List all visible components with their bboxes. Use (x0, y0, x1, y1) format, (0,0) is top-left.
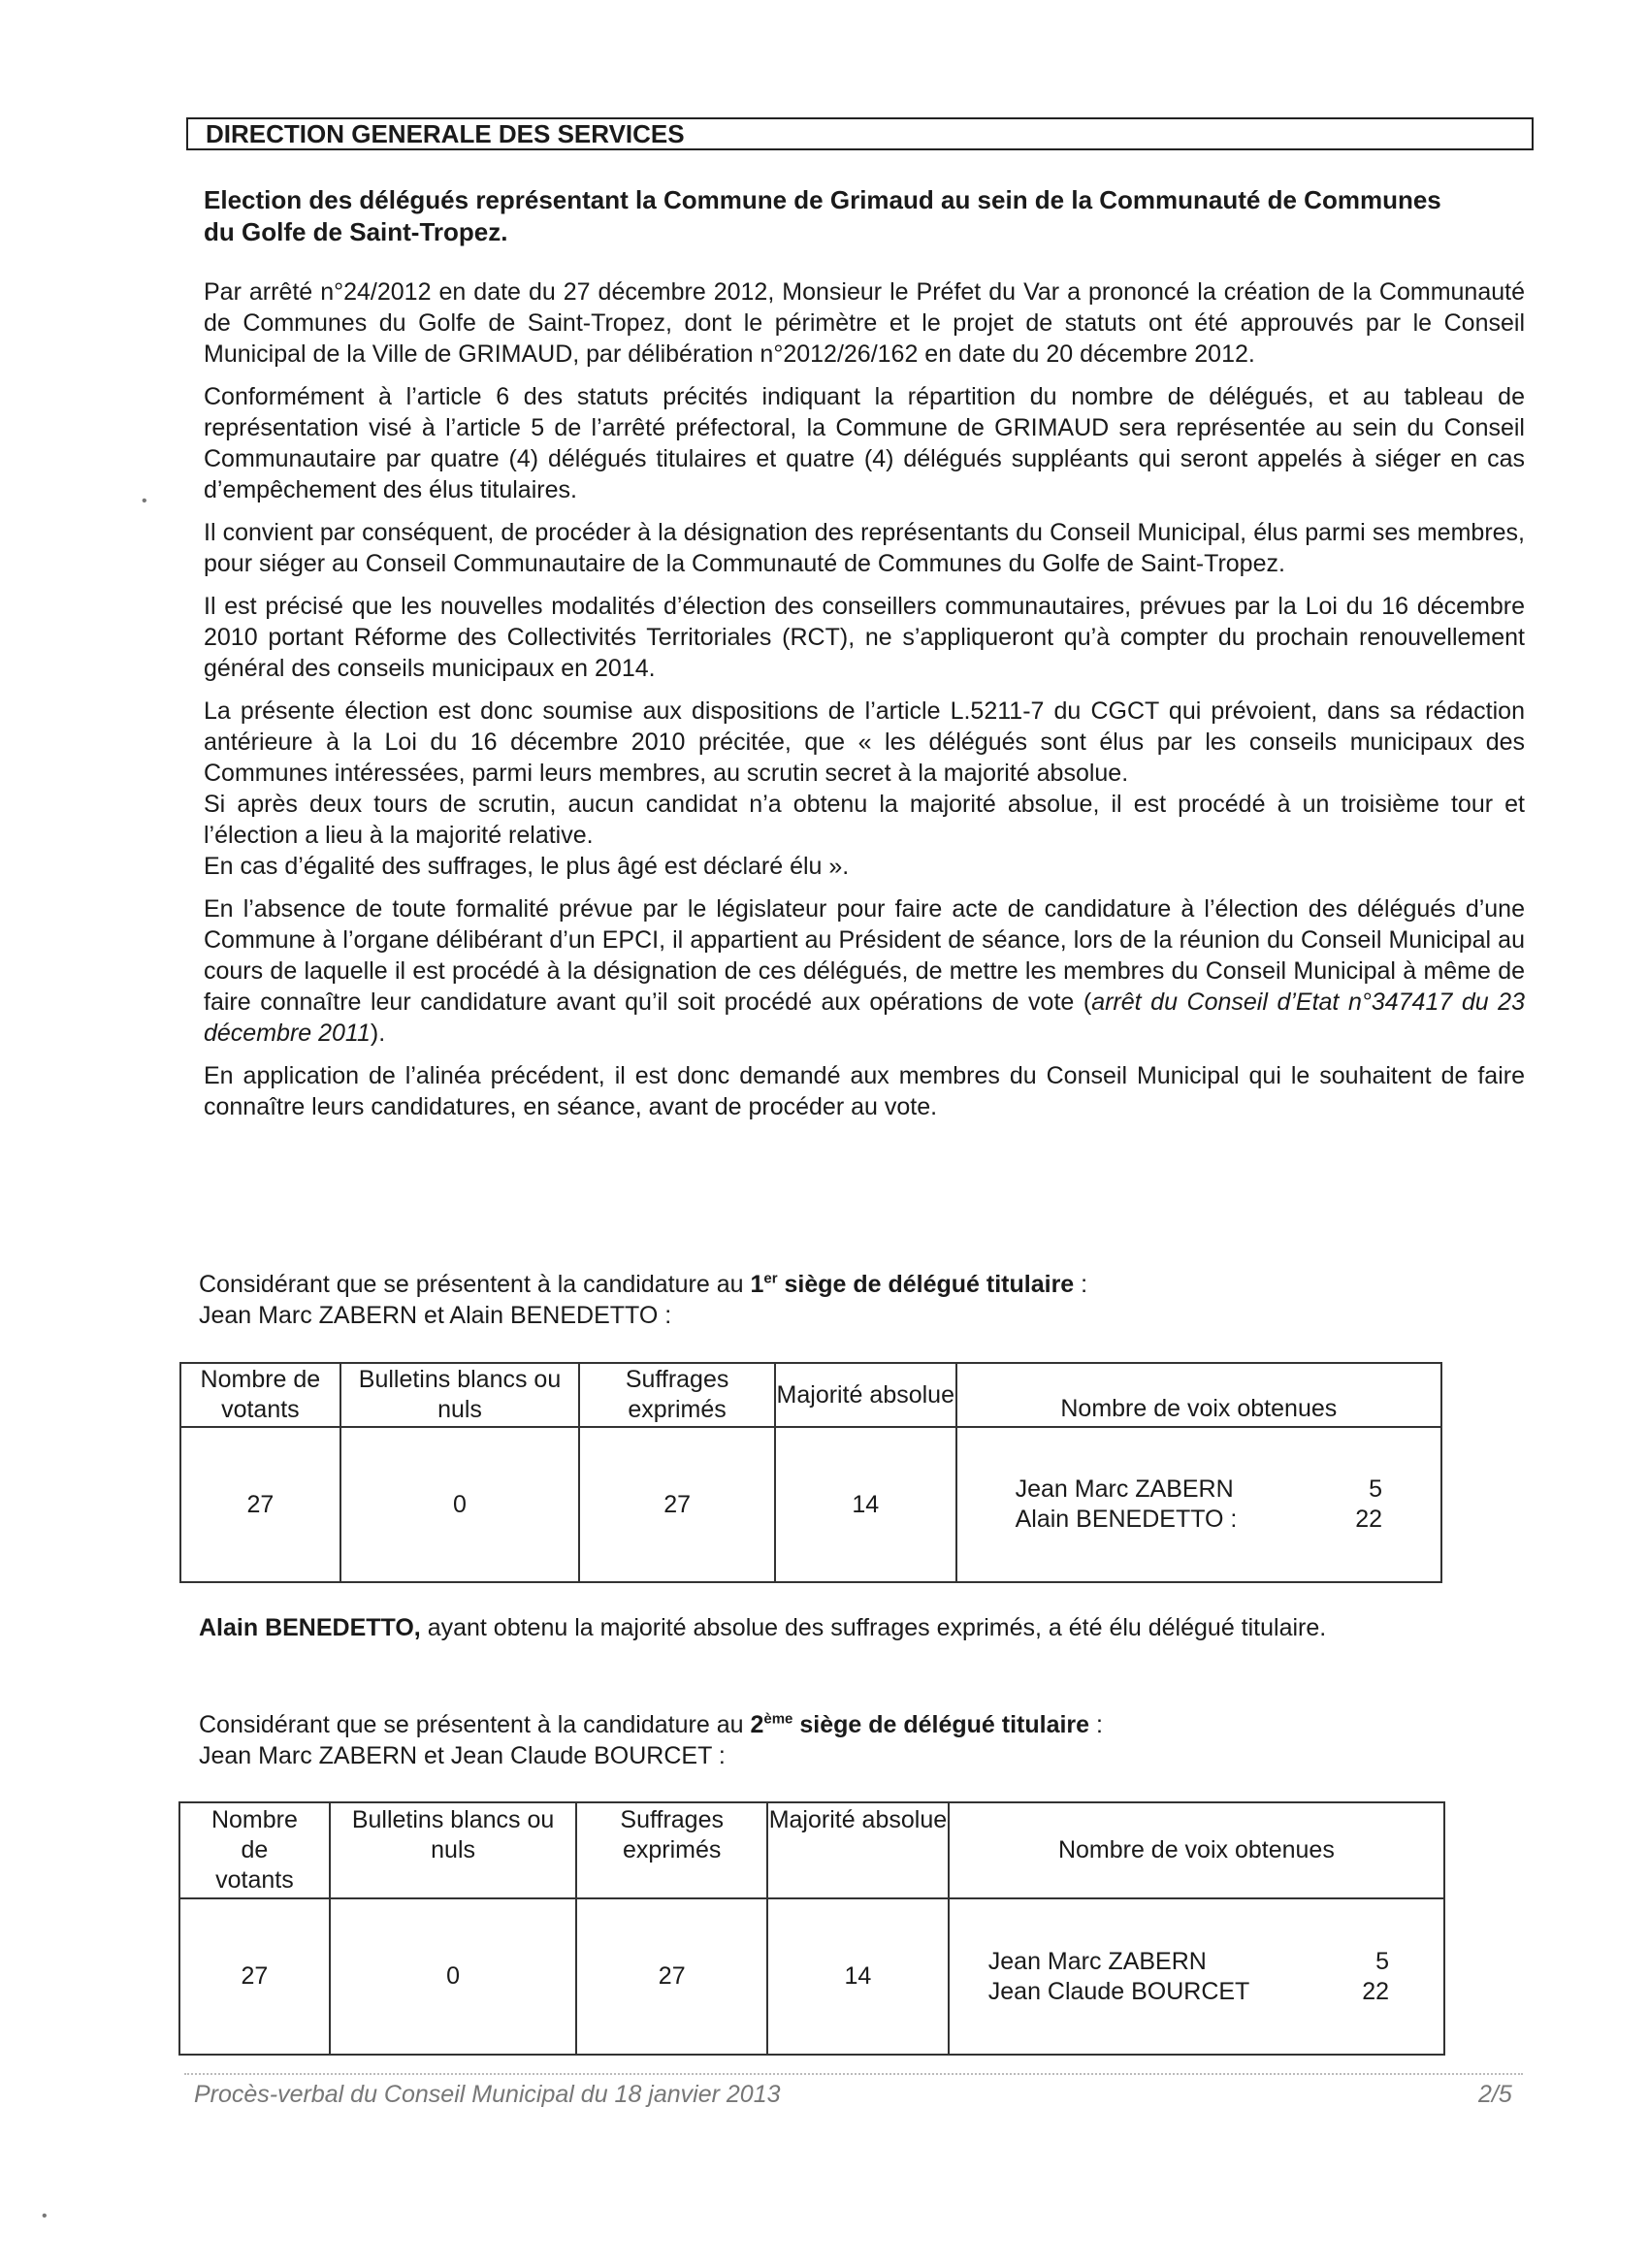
seat2-candidate-name: Jean Marc ZABERN (987, 1947, 1207, 1975)
seat2-header-blancs: Bulletins blancs ou nuls (330, 1802, 577, 1898)
seat2-ordinal-number: 2 (750, 1711, 764, 1738)
footer-title: Procès-verbal du Conseil Municipal du 18 janvier 2013 (194, 2081, 781, 2108)
seat2-intro-text: Considérant que se présentent à la candidature au (199, 1711, 744, 1738)
seat2-header-voix: Nombre de voix obtenues (949, 1802, 1444, 1898)
paragraph-cgct: La présente élection est donc soumise aux dispositions de l’article L.5211-7 du CGCT qui prévoient, dans sa rédaction antérieure à la Loi du 16 décembre 2010 précitée, que « les délégués sont élus par les conseils municipaux des Communes intéressées, parmi leurs membres, au scrutin secret à la majorité absolue. (204, 697, 1525, 787)
seat1-candidate-votes: 22 (1355, 1506, 1382, 1533)
seat2-header-majorite: Majorité absolue (767, 1802, 949, 1898)
scan-speck: • (42, 2208, 48, 2224)
seat2-result-row (950, 1947, 1443, 1977)
paragraph-modalites: Il est précisé que les nouvelles modalités d’élection des conseillers communautaires, prévues par la Loi du 16 décembre 2010 portant Réforme des Collectivités Territoriales (RCT), ne s’appliqueront qu’à compter du prochain renouvellement général des conseils municipaux en 2014. (204, 593, 1525, 682)
seat2-result-row (950, 1977, 1443, 2007)
seat1-value-row (180, 1427, 1441, 1582)
seat2-value-row (179, 1898, 1444, 2055)
paragraph-statuts: Conformément à l’article 6 des statuts précités indiquant la répartition du nombre de délégués, et au tableau de représentation visé à l’article 5 de l’arrêté préfectoral, la Commune de GRIMAUD sera représentée au sein du Conseil Communautaire par quatre (4) délégués titulaires et quatre (4) délégués suppléants qui seront appelés à siéger en cas d’empêchement des élus titulaires. (204, 383, 1525, 503)
seat1-ordinal-number: 1 (750, 1271, 764, 1298)
seat2-candidate-name: Jean Claude BOURCET (987, 1977, 1250, 2005)
seat2-ordinal (750, 1711, 792, 1738)
seat1-candidate-name: Alain BENEDETTO : (1015, 1506, 1238, 1533)
seat1-intro-line (199, 1269, 1479, 1300)
seat1-result-row (957, 1474, 1440, 1505)
seat1-value-majorite: 14 (775, 1427, 956, 1582)
seat1-results (957, 1474, 1440, 1535)
seat1-intro (199, 1269, 1479, 1331)
seat1-header-exprimes: Suffrages exprimés (579, 1363, 775, 1427)
paragraph-designation: Il convient par conséquent, de procéder à la désignation des représentants du Conseil Municipal, élus parmi ses membres, pour siéger au Conseil Communautaire de la Communauté de Communes du Golfe de Saint-Tropez. (204, 519, 1525, 577)
seat2-ordinal-suffix: ème (763, 1710, 793, 1728)
seat1-candidate-votes: 5 (1369, 1475, 1382, 1503)
page-number: 2/5 (1478, 2081, 1512, 2108)
seat1-header-blancs: Bulletins blancs ou nuls (340, 1363, 580, 1427)
seat1-result-row (957, 1505, 1440, 1535)
seat1-candidates: Jean Marc ZABERN et Alain BENEDETTO : (199, 1302, 672, 1329)
seat1-colon: : (1081, 1271, 1088, 1298)
footer-divider (184, 2073, 1523, 2081)
paragraph-egalite: En cas d’égalité des suffrages, le plus âgé est déclaré élu ». (204, 853, 850, 880)
paragraph-tours: Si après deux tours de scrutin, aucun candidat n’a obtenu la majorité absolue, il est procédé à un troisième tour et l’élection a lieu à la majorité relative. (204, 791, 1525, 849)
seat1-header-votants: Nombre de votants (180, 1363, 340, 1427)
seat1-header-majorite: Majorité absolue (775, 1363, 956, 1427)
seat2-candidate-votes: 5 (1375, 1947, 1389, 1975)
seat1-outcome (199, 1612, 1518, 1643)
seat1-outcome-text: ayant obtenu la majorité absolue des suffrages exprimés, a été élu délégué titulaire. (427, 1614, 1327, 1641)
seat2-colon: : (1096, 1711, 1103, 1738)
seat2-intro (199, 1709, 1479, 1771)
seat1-value-blancs: 0 (340, 1427, 580, 1582)
seat1-vote-table (179, 1362, 1442, 1583)
seat1-candidate-name: Jean Marc ZABERN (1015, 1475, 1234, 1503)
seat1-value-exprimes: 27 (579, 1427, 775, 1582)
seat1-elected-name: Alain BENEDETTO, (199, 1614, 421, 1641)
seat2-intro-line (199, 1709, 1479, 1740)
seat2-candidates: Jean Marc ZABERN et Jean Claude BOURCET : (199, 1742, 726, 1769)
section-title: Election des délégués représentant la Commune de Grimaud au sein de la Communauté de Communes du Golfe de Saint-Tropez. (204, 185, 1441, 246)
seat2-header-votants (179, 1802, 330, 1898)
seat1-intro-text: Considérant que se présentent à la candidature au (199, 1271, 744, 1298)
seat1-ordinal-suffix: er (763, 1270, 778, 1287)
seat2-value-votants: 27 (179, 1898, 330, 2055)
paragraph-absence-text: En l’absence de toute formalité prévue par le législateur pour faire acte de candidature à l’élection des délégués d’une Commune à l’organe délibérant d’un EPCI, il appartient au Président de séance, lors de la réunion du Conseil Municipal au cours de laquelle il est procédé à la désignation de ces délégués, de mettre les membres du Conseil Municipal à même de faire connaître leur candidature avant qu’il soit procédé aux opérations de vote (204, 895, 1525, 1016)
seat2-seat-label: siège de délégué titulaire (799, 1711, 1090, 1738)
seat1-ordinal (750, 1271, 777, 1298)
service-header: DIRECTION GENERALE DES SERVICES (186, 117, 1534, 150)
seat2-results-cell (949, 1898, 1444, 2055)
paragraph-prefet: Par arrêté n°24/2012 en date du 27 décembre 2012, Monsieur le Préfet du Var a prononcé la création de la Communauté de Communes du Golfe de Saint-Tropez, dont le périmètre et le projet de statuts ont été approuvés par le Conseil Municipal de la Ville de GRIMAUD, par délibération n°2012/26/162 en date du 20 décembre 2012. (204, 278, 1525, 368)
seat1-results-cell (956, 1427, 1441, 1582)
seat2-value-exprimes: 27 (576, 1898, 767, 2055)
seat2-value-majorite: 14 (767, 1898, 949, 2055)
seat1-header-voix: Nombre de voix obtenues (956, 1363, 1441, 1427)
paragraph-application: En application de l’alinéa précédent, il est donc demandé aux membres du Conseil Municipal qui le souhaitent de faire connaître leurs candidatures, en séance, avant de procéder au vote. (204, 1062, 1525, 1120)
paragraph-absence: En l’absence de toute formalité prévue par le législateur pour faire acte de candidature à l’élection des délégués d’une Commune à l’organe délibérant d’un EPCI, il appartient au Président de séance, lors de la réunion du Conseil Municipal au cours de laquelle il est procédé à la désignation de ces délégués, de mettre les membres du Conseil Municipal à même de faire connaître leur candidature avant qu’il soit procédé aux opérations de vote (arrêt du Conseil d’Etat n°347417 du 23 décembre 2011). (204, 895, 1525, 1047)
scan-speck: • (142, 493, 147, 509)
seat2-candidate-votes: 22 (1362, 1977, 1389, 2005)
seat2-header-row (179, 1802, 1444, 1898)
seat2-vote-table (178, 1801, 1445, 2056)
seat1-value-votants: 27 (180, 1427, 340, 1582)
seat2-header-exprimes: Suffrages exprimés (576, 1802, 767, 1898)
seat1-seat-label: siège de délégué titulaire (784, 1271, 1075, 1298)
seat2-header-votants-text: Nombre de votants (210, 1806, 298, 1894)
seat2-results (950, 1947, 1443, 2007)
body-text (204, 276, 1525, 1134)
seat2-value-blancs: 0 (330, 1898, 577, 2055)
seat1-header-row (180, 1363, 1441, 1427)
conseil-etat-reference: arrêt du Conseil d’Etat n°347417 du 23 décembre 2011 (204, 988, 1525, 1047)
